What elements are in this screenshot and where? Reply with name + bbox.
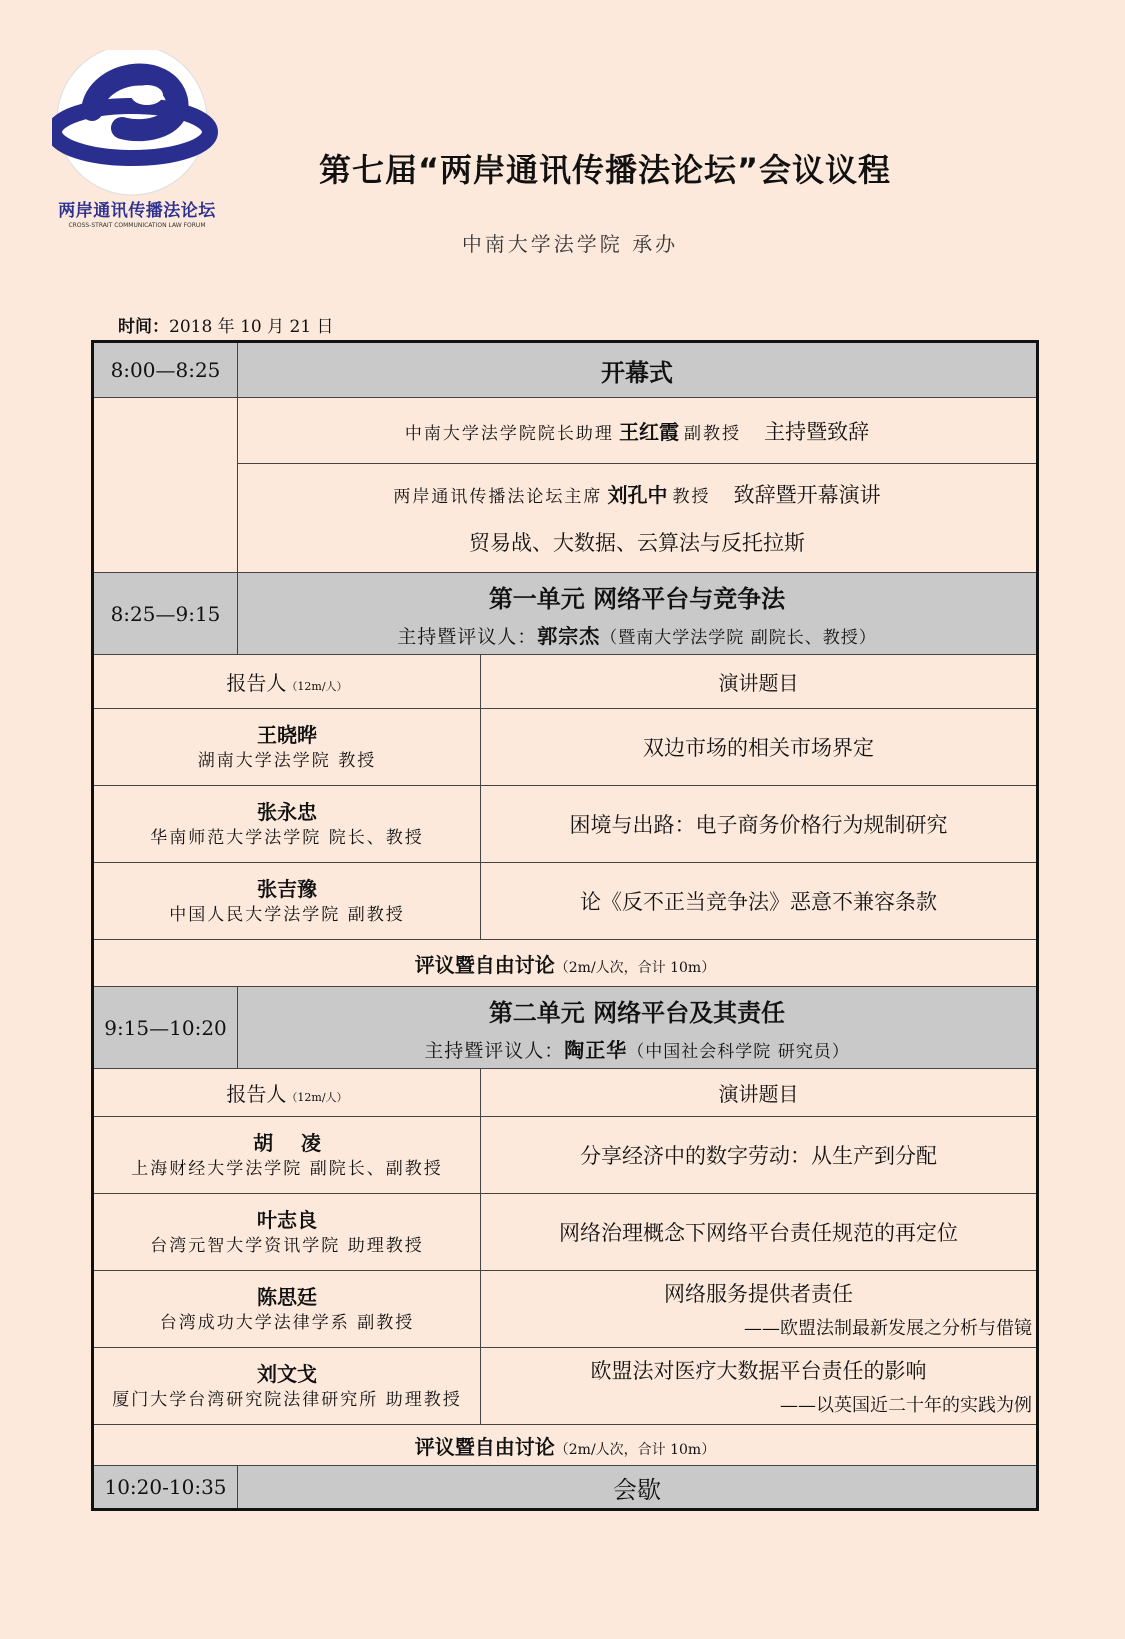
opening-host-role: 中南大学法学院院长助理: [404, 423, 614, 444]
date-label: 时间：: [118, 317, 169, 337]
opening-row: [93, 398, 1038, 464]
unit2-column-header: [93, 1069, 1038, 1117]
opening-keynote-role: 两岸通讯传播法论坛主席: [393, 487, 603, 507]
discussion-label: 评议暨自由讨论: [414, 1434, 555, 1459]
speaker-cell: [93, 709, 481, 786]
table-row: [93, 1117, 1038, 1194]
opening-time-blank: [93, 398, 238, 573]
unit1-topic-header: 演讲题目: [481, 655, 1038, 709]
unit1-column-header: [93, 655, 1038, 709]
break-time: 10:20-10:35: [93, 1466, 238, 1510]
speaker-name: 刘文戈: [257, 1362, 317, 1386]
unit2-header-row: [93, 987, 1038, 1069]
unit1-title: 第一单元 网络平台与竞争法: [488, 584, 786, 613]
unit1-chair-name: 郭宗杰: [537, 623, 601, 648]
unit2-speaker-header: [93, 1069, 481, 1117]
unit2-header: [238, 987, 1038, 1069]
speech-topic-cell: [481, 1348, 1038, 1425]
unit2-discussion-row: [93, 1425, 1038, 1466]
host-line: 中南大学法学院 承办: [461, 232, 679, 256]
page-title: 第七届“两岸通讯传播法论坛”会议议程: [318, 151, 892, 189]
opening-host-action: 主持暨致辞: [764, 419, 870, 444]
speaker-name: 胡 凌: [253, 1131, 321, 1155]
unit1-discussion: [93, 940, 1038, 987]
speech-topic: 双边市场的相关市场界定: [481, 709, 1038, 786]
discussion-note: （2m/人次，合计 10m）: [554, 959, 716, 976]
speaker-affiliation: 上海财经大学法学院 副院长、副教授: [131, 1159, 443, 1179]
speaker-affiliation: 厦门大学台湾研究院法律研究所 助理教授: [112, 1390, 462, 1410]
opening-keynote-cell: [238, 464, 1038, 573]
speaker-header-label: 报告人: [226, 1082, 287, 1106]
speaker-header-label: 报告人: [226, 671, 287, 695]
opening-host-rank: 副教授: [684, 423, 742, 444]
break-row: [93, 1466, 1038, 1510]
speaker-cell: [93, 863, 481, 940]
forum-logo: [52, 50, 222, 240]
discussion-note: （2m/人次，合计 10m）: [554, 1441, 716, 1458]
unit2-discussion: [93, 1425, 1038, 1466]
discussion-label: 评议暨自由讨论: [414, 952, 555, 977]
date-value: 2018 年 10 月 21 日: [169, 317, 334, 337]
opening-keynote-speech: 贸易战、大数据、云算法与反托拉斯: [469, 531, 805, 555]
unit2-chair-label: 主持暨评议人：: [424, 1039, 565, 1062]
table-row: [93, 1348, 1038, 1425]
speaker-name: 叶志良: [257, 1208, 317, 1232]
speaker-affiliation: 中国人民大学法学院 副教授: [169, 905, 405, 925]
speaker-header-note: （12m/人）: [286, 680, 348, 693]
speaker-cell: [93, 1194, 481, 1271]
logo-english-name: CROSS-STRAIT COMMUNICATION LAW FORUM: [68, 222, 206, 229]
table-row: [93, 786, 1038, 863]
unit1-speaker-header: [93, 655, 481, 709]
speaker-cell: [93, 1348, 481, 1425]
unit1-time: 8:25—9:15: [93, 573, 238, 655]
speaker-header-note: （12m/人）: [286, 1091, 348, 1104]
unit1-discussion-row: [93, 940, 1038, 987]
speaker-affiliation: 台湾元智大学资讯学院 助理教授: [150, 1236, 424, 1256]
speech-topic: 欧盟法对医疗大数据平台责任的影响: [590, 1359, 927, 1383]
unit1-chair: [238, 620, 1036, 649]
opening-title: 开幕式: [238, 342, 1038, 398]
speaker-name: 张吉豫: [257, 877, 317, 901]
opening-keynote-name: 刘孔中: [607, 483, 668, 507]
unit2-chair-note: （中国社会科学院 研究员）: [627, 1041, 850, 1062]
opening-keynote-rank: 教授: [672, 487, 711, 507]
speech-topic: 困境与出路：电子商务价格行为规制研究: [481, 786, 1038, 863]
unit2-chair-name: 陶正华: [564, 1037, 628, 1062]
speaker-name: 张永忠: [257, 800, 317, 824]
opening-host-name: 王红霞: [618, 419, 679, 444]
unit2-topic-header: 演讲题目: [481, 1069, 1038, 1117]
speaker-name: 王晓晔: [257, 723, 317, 747]
speech-subtitle: ——欧盟法制最新发展之分析与借镜: [744, 1318, 1032, 1339]
speaker-name: 陈思廷: [257, 1285, 317, 1309]
speaker-affiliation: 台湾成功大学法律学系 副教授: [159, 1313, 415, 1333]
unit1-header: [238, 573, 1038, 655]
unit1-chair-label: 主持暨评议人：: [397, 625, 538, 648]
opening-time: 8:00—8:25: [93, 342, 238, 398]
table-row: [93, 863, 1038, 940]
speaker-affiliation: 华南师范大学法学院 院长、教授: [150, 828, 424, 848]
table-row: [93, 1194, 1038, 1271]
speech-topic: 网络治理概念下网络平台责任规范的再定位: [481, 1194, 1038, 1271]
table-row: [93, 709, 1038, 786]
speech-topic: 论《反不正当竞争法》恶意不兼容条款: [481, 863, 1038, 940]
date-line: [118, 312, 334, 337]
unit2-title: 第二单元 网络平台及其责任: [488, 998, 786, 1027]
speaker-cell: [93, 1117, 481, 1194]
forum-logo-icon: [52, 50, 222, 200]
unit1-chair-note: （暨南大学法学院 副院长、教授）: [600, 627, 877, 648]
speaker-cell: [93, 1271, 481, 1348]
speech-topic-cell: [481, 1271, 1038, 1348]
speech-subtitle: ——以英国近二十年的实践为例: [780, 1395, 1032, 1416]
opening-header-row: [93, 342, 1038, 398]
unit2-time: 9:15—10:20: [93, 987, 238, 1069]
unit1-header-row: [93, 573, 1038, 655]
speaker-affiliation: 湖南大学法学院 教授: [197, 751, 377, 771]
unit2-chair: [238, 1034, 1036, 1063]
table-row: [93, 1271, 1038, 1348]
opening-keynote-action: 致辞暨开幕演讲: [733, 483, 881, 507]
opening-host-cell: [238, 398, 1038, 464]
logo-chinese-name: 两岸通讯传播法论坛: [58, 201, 216, 221]
agenda-table: [91, 340, 1039, 1511]
speech-topic: 网络服务提供者责任: [664, 1282, 853, 1306]
break-label: 会歇: [238, 1466, 1038, 1510]
speech-topic: 分享经济中的数字劳动：从生产到分配: [481, 1117, 1038, 1194]
speaker-cell: [93, 786, 481, 863]
